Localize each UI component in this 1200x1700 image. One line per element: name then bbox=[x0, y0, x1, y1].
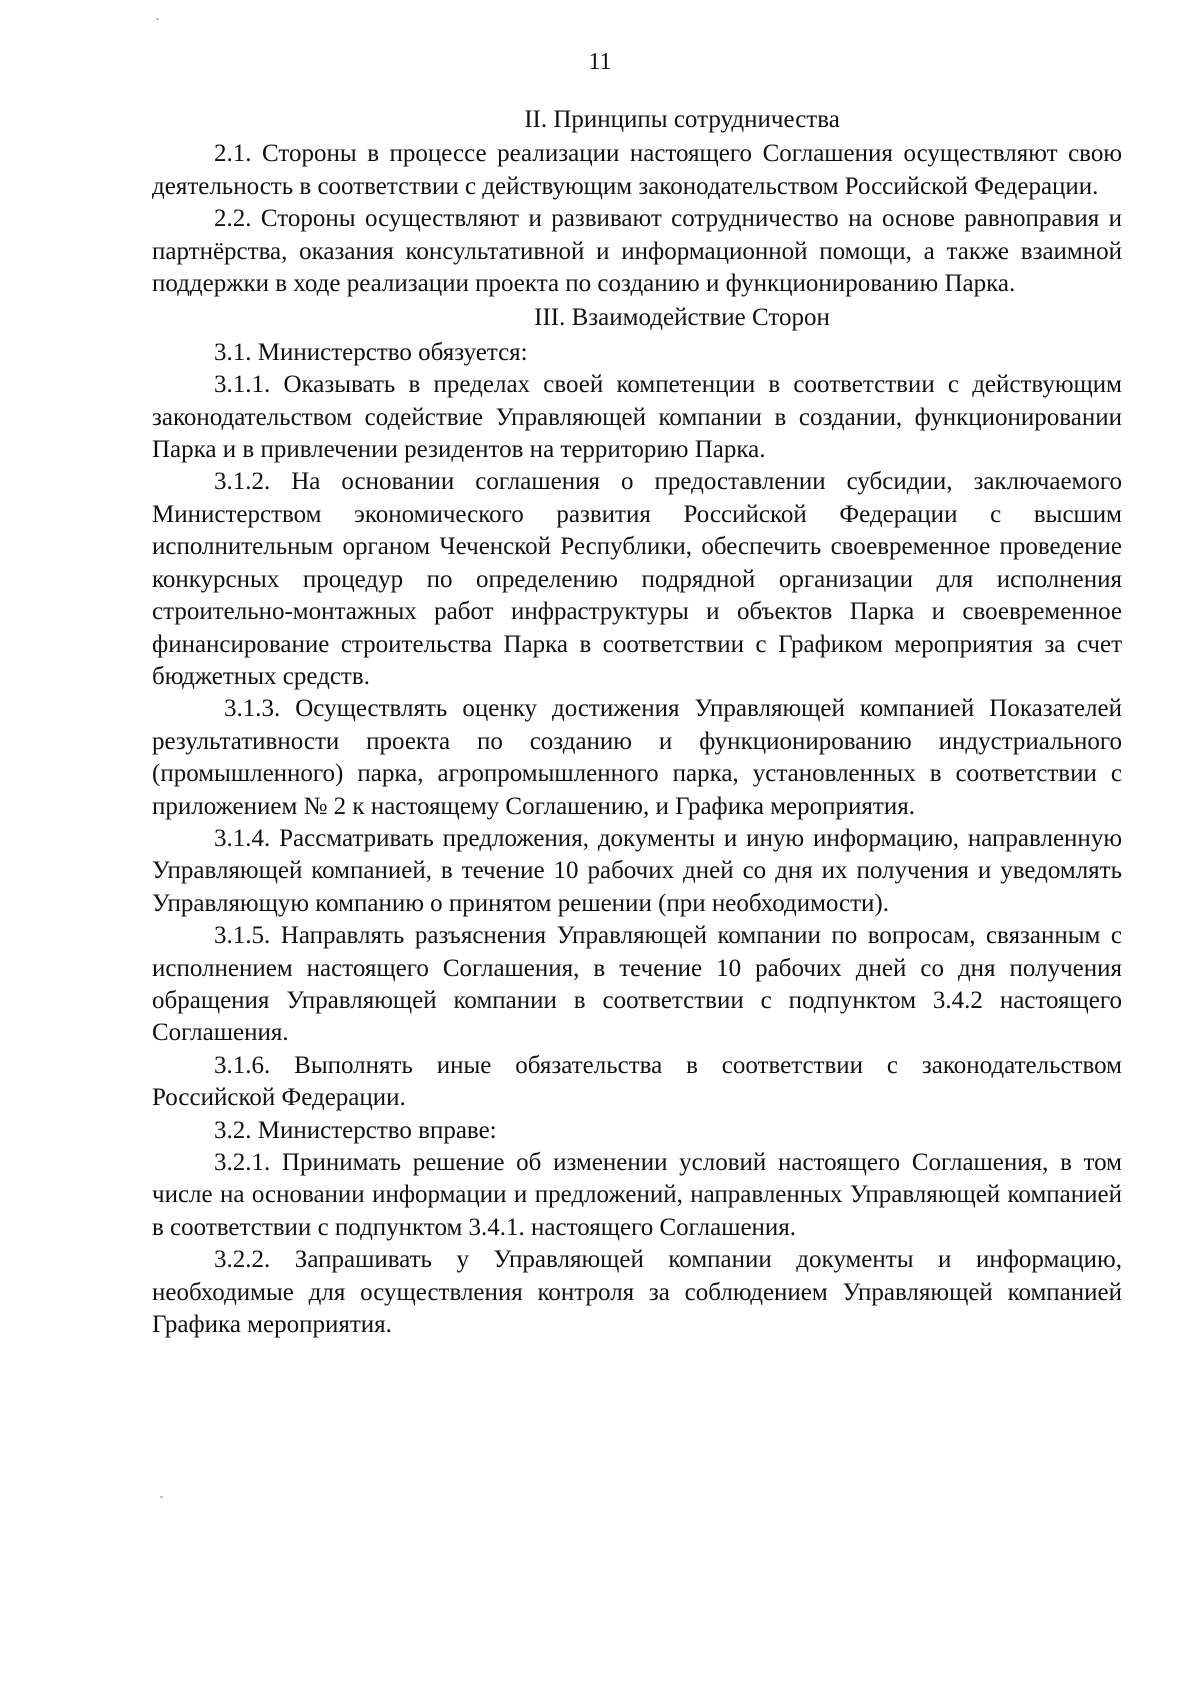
scan-speck bbox=[160, 1496, 163, 1498]
clause-3-2-2: 3.2.2. Запрашивать у Управляющей компании документы и информацию, необходимые для осуществления контроля за соблюдением Управляющей компанией Графика мероприятия. bbox=[152, 1246, 1122, 1339]
clause-3-1-3: 3.1.3. Осуществлять оценку достижения Управляющей компанией Показателей результативности проекта по созданию и функционированию индустриального (промышленного) парка, агропромышленного парка, установленных в соответствии с приложением № 2 к настоящему Соглашению, и Графика мероприятия. bbox=[152, 695, 1122, 820]
clause-3-2-1: 3.2.1. Принимать решение об изменении условий настоящего Соглашения, в том числе на основании информации и предложений, направленных Управляющей компанией в соответствии с подпунктом 3.4.1. настоящего Соглашения. bbox=[152, 1149, 1122, 1241]
clause-3-1-6: 3.1.6. Выполнять иные обязательства в соответствии с законодательством Российской Федерации. bbox=[152, 1051, 1122, 1112]
clause-2-1: 2.1. Стороны в процессе реализации настоящего Соглашения осуществляют свою деятельность в соответствии с действующим законодательством Российской Федерации. bbox=[152, 140, 1122, 200]
clause-3-2: 3.2. Министерство вправе: bbox=[214, 1116, 497, 1144]
clause-3-1-2: 3.1.2. На основании соглашения о предоставлении субсидии, заключаемого Министерством экономического развития Российской Федерации с высшим исполнительным органом Чеченской Республики, обеспечить своевременное проведение конкурсных процедур по определению подрядной организации для исполнения строительно-монтажных работ инфраструктуры и объектов Парка и своевременное финансирование строительства Парка в соответствии с Графиком мероприятия за счет бюджетных средств. bbox=[152, 468, 1122, 690]
section-3-heading: III. Взаимодействие Сторон bbox=[534, 304, 830, 332]
section-2-heading: II. Принципы сотрудничества bbox=[524, 106, 840, 133]
clause-3-1-5: 3.1.5. Направлять разъяснения Управляющей компании по вопросам, связанным с исполнением настоящего Соглашения, в течение 10 рабочих дней со дня получения обращения Управляющей компании в соответствии с подпунктом 3.4.2 настоящего Соглашения. bbox=[152, 922, 1122, 1047]
document-body bbox=[152, 104, 1122, 1341]
page-number: 11 bbox=[588, 49, 612, 75]
scan-speck bbox=[156, 18, 159, 20]
clause-3-1-1: 3.1.1. Оказывать в пределах своей компетенции в соответствии с действующим законодательством содействие Управляющей компании в создании, функционировании Парка и в привлечении резидентов на территорию Парка. bbox=[152, 371, 1122, 464]
clause-3-1-4: 3.1.4. Рассматривать предложения, документы и иную информацию, направленную Управляющей компанией, в течение 10 рабочих дней со дня их получения и уведомлять Управляющую компанию о принятом решении (при необходимости). bbox=[152, 824, 1122, 917]
clause-2-2: 2.2. Стороны осуществляют и развивают сотрудничество на основе равноправия и партнёрства, оказания консультативной и информационной помощи, а также взаимной поддержки в ходе реализации проекта по созданию и функционированию Парка. bbox=[152, 205, 1122, 298]
clause-3-1: 3.1. Министерство обязуется: bbox=[214, 338, 528, 366]
